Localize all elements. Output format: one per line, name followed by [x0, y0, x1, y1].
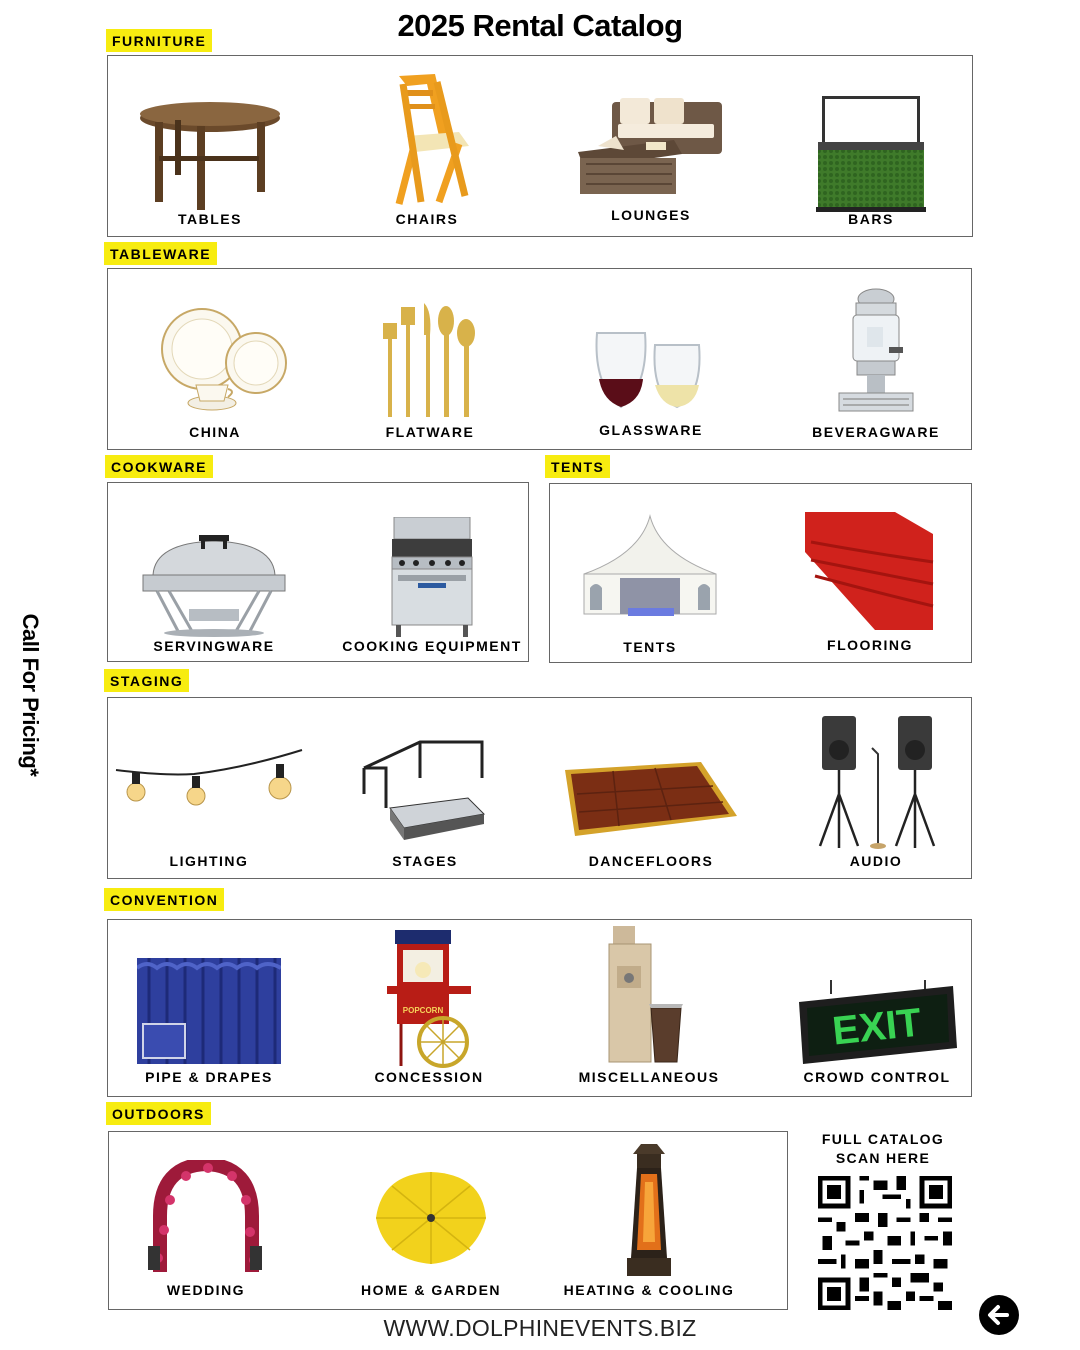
item-crowd-control[interactable] — [777, 920, 977, 1096]
item-home-garden[interactable] — [331, 1132, 531, 1309]
item-label-lighting: LIGHTING — [169, 853, 249, 869]
item-label-chairs: CHAIRS — [395, 211, 459, 227]
item-label-miscellaneous: MISCELLANEOUS — [578, 1069, 720, 1085]
item-label-audio: AUDIO — [849, 853, 903, 869]
item-label-glassware: GLASSWARE — [599, 422, 703, 438]
page-title: 2025 Rental Catalog — [397, 8, 683, 43]
popcorn-machine-icon — [383, 930, 475, 1070]
bar-icon — [816, 94, 926, 214]
item-label-dancefloors: DANCEFLOORS — [588, 853, 714, 869]
range-oven-icon — [388, 517, 476, 637]
hand-wash-station-icon — [601, 926, 697, 1068]
umbrella-icon — [374, 1168, 488, 1268]
item-chairs[interactable] — [327, 56, 527, 236]
drape-icon — [137, 958, 281, 1064]
section-outdoors — [108, 1131, 788, 1310]
item-audio[interactable] — [776, 698, 976, 878]
item-glassware[interactable] — [551, 269, 751, 449]
item-flatware[interactable] — [330, 269, 530, 449]
section-tents — [549, 483, 972, 663]
section-tag-tableware: TABLEWARE — [104, 242, 217, 265]
tent-icon — [580, 514, 720, 620]
item-label-crowd-control: CROWD CONTROL — [803, 1069, 951, 1085]
item-china[interactable] — [115, 269, 315, 449]
red-carpet-icon — [805, 512, 935, 632]
item-bars[interactable] — [771, 56, 971, 236]
section-convention — [107, 919, 972, 1097]
popcorn-sign: POPCORN — [402, 1006, 444, 1015]
section-tag-tents: TENTS — [545, 455, 610, 478]
glassware-icon — [591, 325, 711, 415]
item-label-flatware: FLATWARE — [385, 424, 475, 440]
item-label-lounges: LOUNGES — [611, 207, 691, 223]
section-tableware — [107, 268, 972, 450]
back-button[interactable] — [979, 1295, 1019, 1335]
arrow-left-icon — [979, 1295, 1019, 1335]
section-tag-outdoors: OUTDOORS — [106, 1102, 211, 1125]
beverage-dispenser-icon — [831, 287, 921, 415]
qr-code-icon[interactable] — [818, 1176, 952, 1310]
speaker-icon — [816, 714, 936, 852]
item-label-bars: BARS — [848, 211, 894, 227]
section-furniture — [107, 55, 973, 237]
string-lights-icon — [114, 746, 304, 806]
item-concession[interactable] — [329, 920, 529, 1096]
dancefloor-icon — [563, 758, 739, 838]
wedding-arch-icon — [146, 1160, 266, 1276]
item-cooking-equipment[interactable] — [332, 483, 532, 661]
item-label-wedding: WEDDING — [166, 1282, 246, 1298]
item-dancefloors[interactable] — [551, 698, 751, 878]
section-tag-furniture: FURNITURE — [106, 29, 212, 52]
item-heating-cooling[interactable] — [549, 1132, 749, 1309]
flatware-icon — [380, 301, 480, 419]
item-label-stages: STAGES — [392, 853, 458, 869]
item-wedding[interactable] — [106, 1132, 306, 1309]
section-tag-cookware: COOKWARE — [105, 455, 213, 478]
item-flooring[interactable] — [770, 484, 970, 662]
exit-sign-text: EXIT — [830, 1000, 924, 1054]
item-lighting[interactable] — [109, 698, 309, 878]
full-catalog-line2: SCAN HERE — [835, 1150, 931, 1166]
item-tents[interactable] — [550, 484, 750, 662]
stage-icon — [360, 738, 490, 844]
section-staging — [107, 697, 972, 879]
exit-sign-icon — [795, 980, 959, 1066]
item-label-beverageware: BEVERAGWARE — [812, 424, 940, 440]
item-stages[interactable] — [325, 698, 525, 878]
website-url[interactable]: WWW.DOLPHINEVENTS.BIZ — [383, 1315, 697, 1341]
item-label-home-garden: HOME & GARDEN — [360, 1282, 502, 1298]
item-label-flooring: FLOORING — [827, 637, 913, 653]
china-icon — [140, 307, 290, 417]
section-tag-staging: STAGING — [104, 669, 189, 692]
item-label-tents: TENTS — [623, 639, 677, 655]
item-label-heating-cooling: HEATING & COOLING — [563, 1282, 735, 1298]
section-cookware — [107, 482, 529, 662]
call-for-pricing-note: Call For Pricing* — [18, 613, 43, 777]
section-tag-convention: CONVENTION — [104, 888, 224, 911]
item-label-concession: CONCESSION — [374, 1069, 484, 1085]
item-label-servingware: SERVINGWARE — [153, 638, 275, 654]
full-catalog-line1: FULL CATALOG — [821, 1131, 945, 1147]
chair-icon — [377, 74, 477, 209]
item-label-pipe-drapes: PIPE & DRAPES — [145, 1069, 273, 1085]
item-servingware[interactable] — [114, 483, 314, 661]
item-tables[interactable] — [110, 56, 310, 236]
chafing-dish-icon — [139, 535, 289, 639]
lounge-icon — [576, 94, 726, 199]
item-miscellaneous[interactable] — [549, 920, 749, 1096]
item-label-cooking-equipment: COOKING EQUIPMENT — [342, 638, 522, 654]
item-label-china: CHINA — [189, 424, 241, 440]
item-lounges[interactable] — [551, 56, 751, 236]
table-icon — [135, 100, 285, 210]
item-pipe-drapes[interactable] — [109, 920, 309, 1096]
item-label-tables: TABLES — [178, 211, 242, 227]
item-beverageware[interactable] — [776, 269, 976, 449]
patio-heater-icon — [623, 1142, 675, 1278]
full-catalog-label — [808, 1130, 958, 1168]
